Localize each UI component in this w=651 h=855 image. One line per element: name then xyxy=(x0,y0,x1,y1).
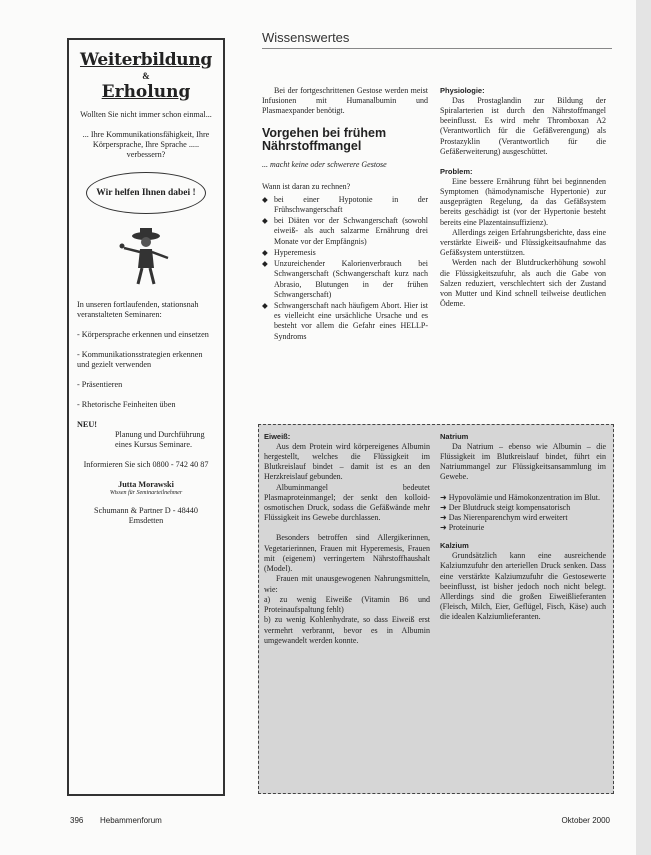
physiology-label: Physiologie: xyxy=(440,86,485,95)
physiology-text: Das Prostaglandin zur Bildung der Spiralarterien ist durch den Nährstoffmangel beeinflusst. Es wird mehr Thromboxan A2 (Verantwortlich für die Gefäßverengung) als Prostazyklin (Verantwortlich für die Gefäßerweiterung) ausgeschüttet. xyxy=(440,95,606,156)
info-box-left-column xyxy=(264,432,430,646)
ad-item-rhetorik: - Rhetorische Feinheiten üben xyxy=(77,400,176,410)
ad-contact-name: Jutta Morawski xyxy=(118,480,174,490)
arrow-right-icon: ➜ xyxy=(440,523,449,533)
protein-item-b: b) zu wenig Kohlenhydrate, so dass Eiweiß erst vermehrt verbrannt, bevor es in Albumin umgewandelt werden konnte. xyxy=(264,615,430,645)
list-item: ◆ Unzureichender Kalorienverbrauch bei Schwangerschaft (Schwangerschaft kurz nach Abrasio, Blutungen in der frühen Schwangerschaft) xyxy=(262,259,428,300)
article-column-right xyxy=(440,86,606,310)
ad-help-text: Wir helfen Ihnen dabei ! xyxy=(96,187,196,198)
ad-intro: Wollten Sie nicht immer schon einmal... xyxy=(80,110,212,120)
sodium-label: Natrium xyxy=(440,432,469,441)
journal-name: Hebammenforum xyxy=(100,816,162,825)
problem-label: Problem: xyxy=(440,167,473,176)
issue-date: Oktober 2000 xyxy=(561,816,610,825)
article-column-left xyxy=(262,86,428,343)
ad-help-bubble xyxy=(86,172,206,214)
protein-text-1: Aus dem Protein wird körpereigenes Albumin hergestellt, welches die Flüssigkeit im Blutkreislauf bindet – damit ist es an den Herzkreislauf gebunden. xyxy=(264,441,430,482)
ad-phone-info: Informieren Sie sich 0800 - 742 40 87 xyxy=(83,460,209,470)
calcium-label: Kalzium xyxy=(440,541,469,551)
problem-text-2: Allerdings zeigen Erfahrungsberichte, dass eine verstärkte Eiweiß- und Flüssigkeitsaufnahme das Gefäßsystem unterstützen. xyxy=(440,227,606,258)
section-divider xyxy=(262,48,612,49)
risk-list xyxy=(262,195,428,342)
list-item: ◆ Schwangerschaft nach häufigem Abort. Hier ist es vielleicht eine ursächliche Ursache und es besteht vor allem die Gefahr eines HELLP-Syndroms xyxy=(262,301,428,342)
protein-text-3: Besonders betroffen sind Allergikerinnen, Vegetarierinnen, Frauen mit Hyperemesis, Frauen mit (eigenem) verringertem Nährstoffhaushalt (Model). xyxy=(264,533,430,574)
consequence-text: Das Nierenparenchym wird erweitert xyxy=(448,513,568,522)
consequence-text: Der Blutdruck steigt kompensatorisch xyxy=(448,502,571,512)
article-heading: Vorgehen bei frühem Nährstoffmangel xyxy=(262,125,387,154)
consequence-item xyxy=(440,503,606,513)
ad-title-erholung: Erholung xyxy=(101,81,191,102)
consequence-item xyxy=(440,523,606,533)
list-item: ◆ bei einer Hypotonie in der Frühschwangerschaft xyxy=(262,195,428,215)
juggler-figure-icon xyxy=(118,222,174,288)
problem-text-3: Werden nach der Blutdruckerhöhung sowohl die Flüssigkeitszufuhr, als auch die Gabe von Salzen reduziert, verschlechtert sich der Zustand von Mutter und Kind schnell teilweise deutlichen Ödeme. xyxy=(440,258,606,309)
info-box-right-column xyxy=(440,432,606,623)
consequence-item xyxy=(440,513,606,523)
list-item: ◆ bei Diäten vor der Schwangerschaft (sowohl eiweiß- als auch salzarme Ernährung drei Monate vor der Empfängnis) xyxy=(262,216,428,247)
list-item: ◆ Hyperemesis xyxy=(262,248,428,258)
consequence-text: Hypovolämie und Hämokonzentration im Blut. xyxy=(448,492,601,502)
calcium-text: Grundsätzlich kann eine ausreichende Kalziumzufuhr den arteriellen Druck senken. Dass eine verstärkte Kalziumzufuhr die Gestosewerte beeinflusst, ist bisher jedoch noch nicht belegt. Allerdings sind die großen Eiweißlieferanten (Fleisch, Milch, Eier, Geflügel, Fisch, Käse) auch die idealen Kalziumlieferanten. xyxy=(440,551,606,622)
article-when-question: Wann ist daran zu rechnen? xyxy=(262,182,351,192)
article-intro: Bei der fortgeschrittenen Gestose werden meist Infusionen mit Humanalbumin und Plasmaexpander benötigt. xyxy=(262,86,428,116)
arrow-right-icon: ➜ xyxy=(440,492,449,502)
advertisement-box xyxy=(67,38,225,796)
consequence-item xyxy=(440,493,606,503)
ad-question: ... Ihre Kommunikationsfähigkeit, Ihre Körpersprache, Ihre Sprache ..... verbessern? xyxy=(82,130,210,160)
protein-text-4: Frauen mit unausgewogenen Nahrungsmitteln, wie: xyxy=(264,574,430,594)
ad-item-kommunikation: - Kommunikationsstrategien erkennen und gezielt verwenden xyxy=(77,350,203,370)
protein-text-2: Albuminmangel bedeutet Plasmaproteinmangel; der senkt den kolloid-osmotischen Druck, sodass die Gefäßwände mehr Flüssigkeit ins Gewebe durchlassen. xyxy=(264,482,430,523)
ad-seminars-intro: In unseren fortlaufenden, stationsnah veranstalteten Seminaren: xyxy=(77,300,199,320)
ad-item-koerpersprache: - Körpersprache erkennen und einsetzen xyxy=(77,330,209,340)
ad-item-praesentieren: - Präsentieren xyxy=(77,380,123,390)
arrow-right-icon: ➜ xyxy=(440,513,449,522)
ad-new-text: Planung und Durchführung eines Kursus Seminare. xyxy=(115,430,205,450)
problem-text-1: Eine bessere Ernährung führt bei beginnenden Symptomen (hämodynamische Hypertonie) zur ausgeprägten Regelung, da das Gefäßsystem bereits geschädigt ist (vor der Hypertonie besteht bereits eine Plazentainsuffizienz). xyxy=(440,176,606,227)
ad-company-address: Schumann & Partner D - 48440 Emsdetten xyxy=(94,505,198,525)
section-title: Wissenswertes xyxy=(262,30,350,45)
protein-label: Eiweiß: xyxy=(264,432,291,441)
ad-new-label: NEU! xyxy=(77,420,98,430)
ad-title-weiterbildung: Weiterbildung xyxy=(79,50,212,70)
protein-item-a: a) zu wenig Eiweiße (Vitamin B6 und Proteinaufspaltung fehlt) xyxy=(264,594,430,615)
article-subheading: ... macht keine oder schwerere Gestose xyxy=(262,160,387,170)
scan-edge xyxy=(636,0,651,855)
sodium-text: Da Natrium – ebenso wie Albumin – die Flüssigkeit im Blutkreislauf bindet, führt ein Natriummangel zur Flüssigkeitsansammlung im Gewebe. xyxy=(440,441,606,482)
page-number: 396 xyxy=(70,816,84,825)
arrow-right-icon: ➜ xyxy=(440,502,449,512)
ad-contact-subtitle: Wissen für Seminarteilnehmer xyxy=(109,490,183,497)
ad-ampersand: & xyxy=(142,70,150,81)
consequence-text: Proteinurie xyxy=(448,523,485,533)
